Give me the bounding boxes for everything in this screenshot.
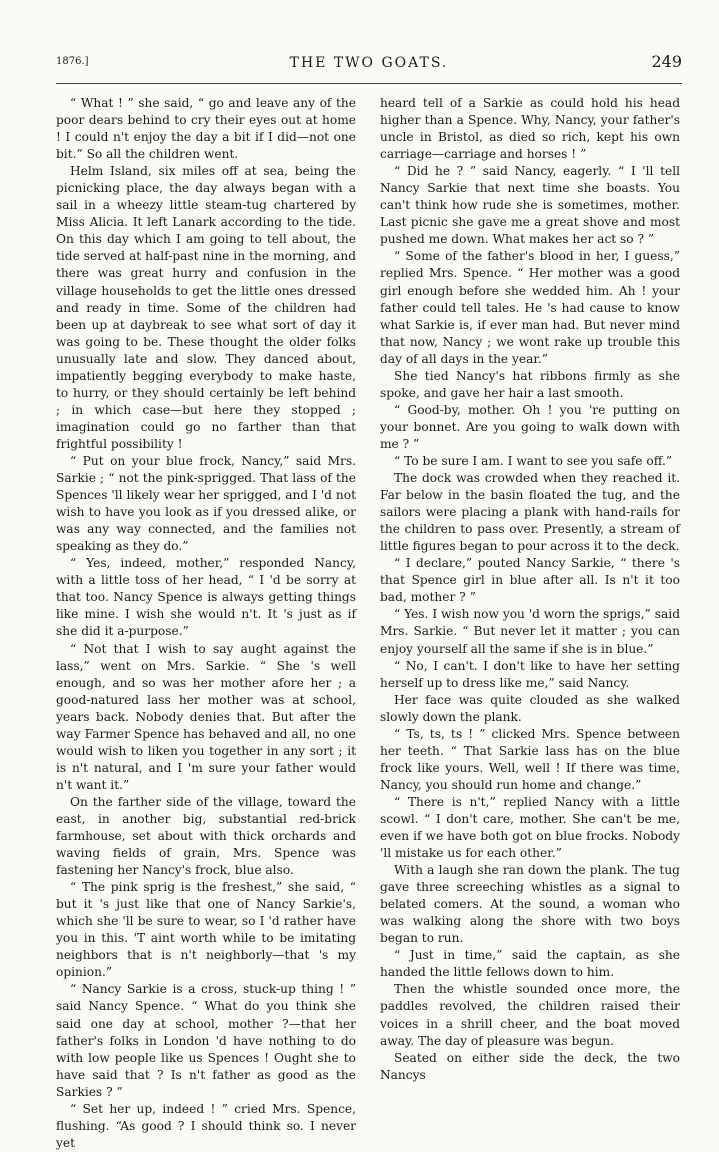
paragraph: She tied Nancy's hat ribbons firmly as she spoke, and gave her hair a last smooth. [380, 368, 680, 400]
paragraph: “ Good-by, mother. Oh ! you 're putting on your bonnet. Are you going to walk down with me ? ” [380, 402, 680, 451]
paragraph: Her face was quite clouded as she walked slowly down the plank. [380, 692, 680, 724]
paragraph: “ Not that I wish to say aught against the lass,” went on Mrs. Sarkie. “ She 's well enough, and so was her mother afore her ; a good-natured lass her mother was at school, years back. Nobody denies that. But after the way Farmer Spence has behaved and all, no one would wish to liken you together in any sort ; it is n't natural, and I 'm sure your father would n't want it.” [56, 641, 356, 792]
paragraph: “ Set her up, indeed ! ” cried Mrs. Spence, flushing. “As good ? I should think so. I never yet [56, 1101, 356, 1150]
paragraph: “ Just in time,” said the captain, as she handed the little fellows down to him. [380, 948, 680, 980]
paragraph: “ Some of the father's blood in her, I guess,” replied Mrs. Spence. “ Her mother was a good girl enough before she wedded him. Ah ! your father could tell tales. He 's had cause to know what Sarkie is, if ever man had. But never mind that now, Nancy ; we wont rake up trouble this day of all days in the year.” [380, 249, 680, 366]
paragraph: “ Did he ? ” said Nancy, eagerly. “ I 'll tell Nancy Sarkie that next time she boasts. You can't think how rude she is sometimes, mother. Last picnic she gave me a great shove and most pushed me down. What makes her act so ? ” [380, 164, 680, 247]
article-title: THE TWO GOATS. [289, 55, 449, 71]
left-column [56, 95, 356, 1152]
paragraph: “ There is n't,” replied Nancy with a little scowl. “ I don't care, mother. She can't be me, even if we have both got on blue frocks. Nobody 'll mistake us for each other.” [380, 794, 680, 861]
right-column [380, 95, 680, 1084]
paragraph: “ The pink sprig is the freshest,” she said, “ but it 's just like that one of Nancy Sarkie's, which she 'll be sure to wear, so I 'd rather have you in this. 'T aint worth while to be imitating neighbors that is n't neighborly—that 's my opinion.” [56, 880, 356, 980]
paragraph: “ Ts, ts, ts ! ” clicked Mrs. Spence between her teeth. “ That Sarkie lass has on the blue frock like yours. Well, well ! If there was time, Nancy, you should run home and change.” [380, 726, 680, 792]
paragraph: The dock was crowded when they reached it. Far below in the basin floated the tug, and the sailors were placing a plank with hand-rails for the children to pass over. Presently, a stream of little figures began to pour across it to the deck. [380, 471, 680, 554]
paragraph: “ To be sure I am. I want to see you safe off.” [394, 453, 673, 468]
paragraph: Helm Island, six miles off at sea, being the picnicking place, the day always began with a sail in a wheezy little steam-tug chartered by Miss Alicia. It left Lanark according to the tide. On this day which I am going to tell about, the tide served at half-past nine in the morning, and there was great hurry and confusion in the village households to get the little ones dressed and ready in time. Some of the children had been up at daybreak to see what sort of day it was going to be. These thought the older folks unusually late and slow. They danced about, impatiently begging everybody to make haste, to hurry, or they should certainly be left behind ; in which case—but here they stopped ; imagination could go no farther than that frightful possibility ! [56, 164, 356, 451]
running-header [56, 52, 682, 82]
paragraph: “ I declare,” pouted Nancy Sarkie, “ there 's that Spence girl in blue after all. Is n't it too bad, mother ? ” [380, 556, 680, 605]
paragraph: “ Nancy Sarkie is a cross, stuck-up thing ! ” said Nancy Spence. “ What do you think she said one day at school, mother ?—that her father's folks in London 'd have nothing to do with low people like us Spences ! Ought she to have said that ? Is n't father as good as the Sarkies ? ” [56, 982, 356, 1099]
issue-date: 1876.] [56, 56, 89, 67]
paragraph: “ Put on your blue frock, Nancy,” said Mrs. Sarkie ; “ not the pink-sprigged. That lass of the Spences 'll likely wear her sprigged, and I 'd not wish to have you look as if you dressed alike, or was any way connected, and the families not speaking as they do.” [56, 453, 356, 554]
paragraph: On the farther side of the village, toward the east, in another big, substantial red-brick farmhouse, set about with thick orchards and waving fields of grain, Mrs. Spence was fastening her Nancy's frock, blue also. [56, 794, 356, 878]
paragraph: Then the whistle sounded once more, the paddles revolved, the children raised their voices in a shrill cheer, and the boat moved away. The day of pleasure was begun. [380, 982, 680, 1048]
paragraph: With a laugh she ran down the plank. The tug gave three screeching whistles as a signal to belated comers. At the sound, a woman who was walking along the shore with two boys began to run. [380, 863, 680, 946]
paragraph-continued: heard tell of a Sarkie as could hold his head higher than a Spence. Why, Nancy, your father's uncle in Bristol, as died so rich, kept his own carriage—carriage and horses ! ” [380, 96, 680, 162]
paragraph: “ Yes, indeed, mother,” responded Nancy, with a little toss of her head, “ I 'd be sorry at that too. Nancy Spence is always getting things like mine. I wish she would n't. It 's just as if she did it a-purpose.” [56, 556, 356, 639]
paragraph: “ Yes. I wish now you 'd worn the sprigs,” said Mrs. Sarkie. “ But never let it matter ; you can enjoy yourself all the same if she is in blue.” [380, 607, 680, 656]
paragraph: “ No, I can't. I don't like to have her setting herself up to dress like me,” said Nancy. [380, 658, 680, 690]
paragraph: “ What ! ” she said, “ go and leave any of the poor dears behind to cry their eyes out at home ! I could n't enjoy the day a bit if I did—not one bit.” So all the children went. [56, 96, 356, 162]
paragraph: Seated on either side the deck, the two Nancys [380, 1050, 680, 1082]
header-rule [56, 83, 682, 84]
page-number: 249 [651, 52, 682, 71]
